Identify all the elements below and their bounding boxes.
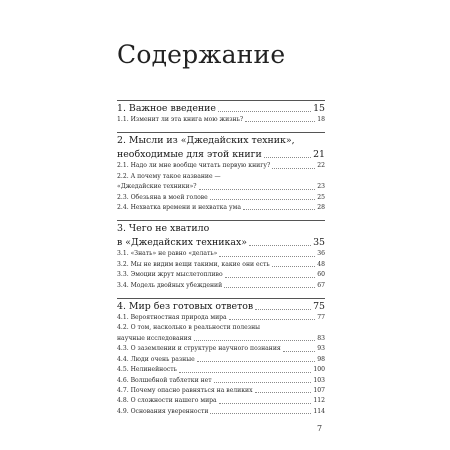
subsection-entry[interactable] [117, 386, 325, 396]
chapter-title: 4. Мир без готовых ответов [117, 301, 254, 313]
leader-dots [225, 277, 316, 278]
leader-dots [199, 189, 316, 190]
leader-dots [210, 199, 315, 200]
subsection-title: 4.5. Нелинейность [117, 366, 177, 374]
chapter-page-number: 35 [313, 237, 325, 249]
subsection-entry[interactable] [117, 270, 325, 280]
subsection-page-number: 25 [317, 193, 325, 201]
subsection-entry[interactable] [117, 115, 325, 125]
subsection-entry[interactable] [117, 260, 325, 270]
leader-dots [245, 121, 315, 122]
chapter-entry[interactable] [117, 237, 325, 249]
chapter-entry[interactable] [117, 103, 325, 115]
subsection-page-number: 22 [317, 162, 325, 170]
subsection-page-number: 98 [317, 355, 325, 363]
subsection-title: научные исследования [117, 334, 192, 342]
subsection-page-number: 93 [317, 345, 325, 353]
leader-dots [283, 351, 315, 352]
subsection-entry[interactable] [117, 376, 325, 386]
subsection-title: 2.1. Надо ли мне вообще читать первую книгу? [117, 162, 271, 170]
subsection-title: 3.4. Модель двойных убеждений [117, 281, 223, 289]
subsection-page-number: 67 [317, 281, 325, 289]
subsection-title: 4.1. Вероятностная природа мира [117, 314, 227, 322]
subsection-page-number: 18 [317, 116, 325, 123]
table-of-contents [117, 100, 325, 424]
page-title: Содержание [117, 40, 286, 69]
subsection-page-number: 77 [317, 314, 325, 322]
subsection-entry[interactable] [117, 193, 325, 203]
leader-dots [219, 403, 312, 404]
subsection-page-number: 114 [313, 407, 325, 415]
leader-dots [218, 111, 311, 112]
page-number: 7 [317, 424, 323, 433]
toc-section [117, 220, 325, 291]
leader-dots [179, 372, 311, 373]
subsection-entry[interactable] [117, 355, 325, 365]
leader-dots [249, 245, 311, 246]
chapter-entry[interactable] [117, 301, 325, 313]
chapter-entry[interactable] [117, 149, 325, 161]
leader-dots [229, 319, 316, 320]
subsection-title: 4.6. Волшебной таблетки нет [117, 376, 212, 384]
subsection-entry[interactable] [117, 344, 325, 354]
subsection-entry[interactable] [117, 182, 325, 192]
leader-dots [214, 382, 312, 383]
leader-dots [255, 392, 312, 393]
toc-section [117, 132, 325, 213]
chapter-page-number: 15 [313, 103, 325, 114]
subsection-title: 3.2. Мы не видим вещи такими, какие они есть [117, 260, 270, 268]
leader-dots [255, 309, 311, 310]
leader-dots [243, 209, 315, 210]
subsection-title: 3.3. Эмоции жрут мыслетопливо [117, 271, 223, 279]
subsection-title: 4.3. О заземлении и структуре научного познания [117, 345, 281, 353]
subsection-title-line: 2.2. А почему такое название — [117, 172, 221, 180]
chapter-page-number: 75 [313, 301, 325, 313]
subsection-title: 4.4. Люди очень разные [117, 355, 195, 363]
subsection-page-number: 48 [317, 260, 325, 268]
chapter-title: в «Джедайских техниках» [117, 237, 248, 249]
leader-dots [194, 340, 316, 341]
chapter-title-line: 2. Мысли из «Джедайских техник», [117, 135, 295, 147]
subsection-page-number: 23 [317, 183, 325, 191]
subsection-title: 1.1. Изменит ли эта книга мою жизнь? [117, 116, 244, 123]
subsection-page-number: 112 [313, 397, 325, 405]
leader-dots [219, 256, 315, 257]
leader-dots [264, 157, 311, 158]
toc-section [117, 100, 325, 125]
subsection-entry[interactable] [117, 203, 325, 213]
subsection-page-number: 28 [317, 204, 325, 212]
leader-dots [272, 168, 315, 169]
subsection-title: 4.9. Основания уверенности [117, 407, 209, 415]
subsection-entry[interactable] [117, 407, 325, 417]
leader-dots [272, 266, 316, 267]
chapter-title: необходимые для этой книги [117, 149, 262, 161]
leader-dots [224, 287, 315, 288]
subsection-title: 2.3. Обезьяна в моей голове [117, 193, 208, 201]
subsection-page-number: 107 [313, 386, 325, 394]
subsection-title: 4.7. Почему опасно равняться на великих [117, 386, 253, 394]
subsection-entry[interactable] [117, 396, 325, 406]
chapter-title-line: 3. Чего не хватило [117, 223, 210, 235]
subsection-entry[interactable] [117, 365, 325, 375]
subsection-title: 2.4. Нехватка времени и нехватка ума [117, 204, 241, 212]
subsection-page-number: 60 [317, 271, 325, 279]
chapter-page-number: 21 [313, 149, 325, 161]
subsection-entry[interactable] [117, 281, 325, 291]
subsection-entry[interactable] [117, 161, 325, 171]
subsection-entry[interactable] [117, 334, 325, 344]
subsection-title: «Джедайские техники»? [117, 183, 197, 191]
subsection-title: 4.8. О сложности нашего мира [117, 397, 217, 405]
subsection-page-number: 103 [313, 376, 325, 384]
subsection-title: 3.1. «Знать» не равно «делать» [117, 250, 218, 258]
subsection-entry[interactable] [117, 249, 325, 259]
leader-dots [197, 361, 316, 362]
toc-section [117, 298, 325, 417]
leader-dots [210, 413, 311, 414]
subsection-page-number: 100 [313, 366, 325, 374]
chapter-title: 1. Важное введение [117, 103, 216, 114]
subsection-page-number: 36 [317, 250, 325, 258]
subsection-page-number: 83 [317, 334, 325, 342]
subsection-entry[interactable] [117, 313, 325, 323]
subsection-title-line: 4.2. О том, насколько в реальности полезны [117, 324, 260, 332]
